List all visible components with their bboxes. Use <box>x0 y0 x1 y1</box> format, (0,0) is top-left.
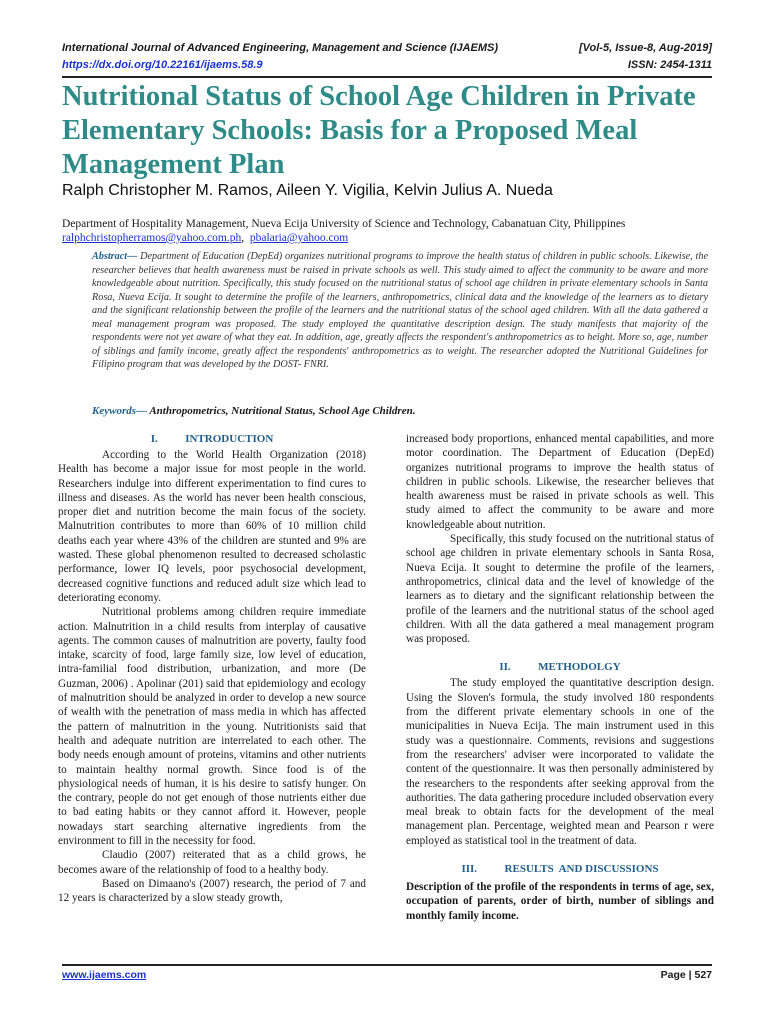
paper-title: Nutritional Status of School Age Children in Private Elementary Schools: Basis for a Proposed Meal Management Plan <box>62 81 696 180</box>
website-link[interactable]: www.ijaems.com <box>62 969 147 981</box>
paragraph: According to the World Health Organization (2018) Health has become a major issue for most people in the world. Researchers indulge into different experimentation to find cures to illness and diseases. As the world has never been health conscious, proper diet and nutrition become the main focus of the society. Malnutrition contributes to more than 60% of 10 million child deaths each year where 43% of the children are stunted and 9% are wasted. These global phenomenon resulted to decreased scholastic performance, lower IQ levels, poor psychosocial development, decreased cognitive functions and reduced adult size which lead to deteriorating economy. <box>58 449 366 604</box>
keywords <box>92 404 708 418</box>
paragraph: Based on Dimaano's (2007) research, the period of 7 and 12 years is characterized by a slow steady growth, <box>58 877 366 905</box>
authors: Ralph Christopher M. Ramos, Aileen Y. Vigilia, Kelvin Julius A. Nueda <box>62 182 553 199</box>
paragraph: The study employed the quantitative description design. Using the Sloven's formula, the study involved 180 respondents from the different private elementary schools in one of the municipalities in Nueva Ecija. The main instrument used in this study was a questionnaire. Comments, revisions and suggestions from the researchers' adviser were incorporated to validate the content of the questionnaire. It was then personally administered by the researchers to the respondents after seeking approval from the authorities. The data gathering procedure included observation every meal break to obtain facts for the development of the meal management plan. Percentage, weighted mean and Pearson r were employed as statistical tool in the treatment of data. <box>406 677 714 847</box>
section-heading-methodology: II. METHODOLGY <box>499 661 621 674</box>
keywords-label: Keywords— <box>92 405 147 417</box>
page-number: Page | 527 <box>660 969 712 981</box>
email-link-2[interactable]: pbalaria@yahoo.com <box>249 232 349 244</box>
journal-name: International Journal of Advanced Engineering, Management and Science (IJAEMS) <box>62 42 499 54</box>
subsection-heading: Description of the profile of the respondents in terms of age, sex, occupation of parents, order of birth, number of siblings and monthly family income. <box>406 881 714 922</box>
volume-issue: [Vol-5, Issue-8, Aug-2019] <box>578 42 712 54</box>
abstract <box>92 250 708 372</box>
section-heading-results: III. RESULTS AND DISCUSSIONS <box>461 863 659 876</box>
abstract-text: Department of Education (DepEd) organizes nutritional programs to improve the health status of children in public schools. Likewise, the researcher believes that health awareness must be raised in private schools as well. This study aimed to affect the community to be aware and more knowledgeable about nutrition. Specifically, this study focused on the nutritional status of school age children in private elementary schools in Santa Rosa, Nueva Ecija. It sought to determine the profile of the learners, anthropometrics, clinical data and the knowledge of the learners as to dietary and the significant relationship between the profile of the learners and the nutritional status of the school aged children. With all the data gathered a meal management program was proposed. The study employed the quantitative description design. The study manifests that majority of the respondents were not yet aware of what they eat. In addition, age, greatly affects the respondent's anthropometrics as to height. More so, age, number of siblings and family income, greatly affect the respondents' anthropometrics as to weight. The researcher adopted the Nutritional Guidelines for Filipino program that was developed by the DOST- FNRI. <box>92 251 709 370</box>
paragraph: Specifically, this study focused on the nutritional status of school age children in private elementary schools in Santa Rosa, Nueva Ecija. It sought to determine the profile of the learners, anthropometrics, clinical data and the level of knowledge of the learners as to dietary and the significant relationship between the profile of the learners and the nutritional status of the school aged children. With all the data gathered a meal management program was proposed. <box>406 533 714 646</box>
paragraph: Claudio (2007) reiterated that as a child grows, he becomes aware of the relationship of food to a healthy body. <box>58 849 366 876</box>
email-link-1[interactable]: ralphchristopherramos@yahoo.com.ph <box>62 232 242 244</box>
page-footer <box>62 964 712 981</box>
abstract-label: Abstract— <box>92 251 138 262</box>
paragraph: increased body proportions, enhanced mental capabilities, and more motor coordination. The Department of Education (DepEd) organizes nutritional programs to improve the health status of children in public schools. Likewise, the researcher believes that health awareness must be raised in private schools as well. This study aimed to affect the community to be aware and more knowledgeable about nutrition. <box>406 433 714 531</box>
left-column <box>58 432 366 906</box>
keywords-text: Anthropometrics, Nutritional Status, School Age Children. <box>147 405 416 417</box>
header-rule <box>62 76 712 78</box>
paragraph: Nutritional problems among children require immediate action. Malnutrition in a child results from interplay of causative agents. The common causes of malnutrition are poverty, faulty food intake, scarcity of food, large family size, low level of education, intra-familial food distribution, urbanization, and more (De Guzman, 2006) . Apolinar (201) said that epidemiology and ecology of malnutrition should be analyzed in order to develop a new source of wealth with the penetration of mass media in which has affected the pattern of malnutrition in the young. Nutritionists said that health and adequate nutrition are interrelated to each other. The body needs enough amount of proteins, vitamins and other nutrients to maintain healthy normal growth. Since food is of the physiological needs of human, it is his desire to satisfy hunger. On the contrary, people do not get enough of those nutrients either due to bad eating habits or they cannot afford it. However, people nowadays start searching alternative ingredients from the environment to fill in the necessity for food. <box>58 606 366 848</box>
affiliation: Department of Hospitality Management, Nueva Ecija University of Science and Technology, Cabanatuan City, Philippines ralphchristopherramos@yahoo.com.ph, pbalaria@yahoo.com <box>62 217 712 245</box>
doi-link[interactable]: https://dx.doi.org/10.22161/ijaems.58.9 <box>62 59 263 71</box>
right-column <box>406 432 714 923</box>
page-header <box>62 40 712 78</box>
section-heading-introduction: I. INTRODUCTION <box>150 433 274 445</box>
department: Department of Hospitality Management, Nueva Ecija University of Science and Technology, Cabanatuan City, Philippines <box>62 218 626 230</box>
issn: ISSN: 2454-1311 <box>627 59 712 71</box>
footer-rule <box>62 964 712 966</box>
